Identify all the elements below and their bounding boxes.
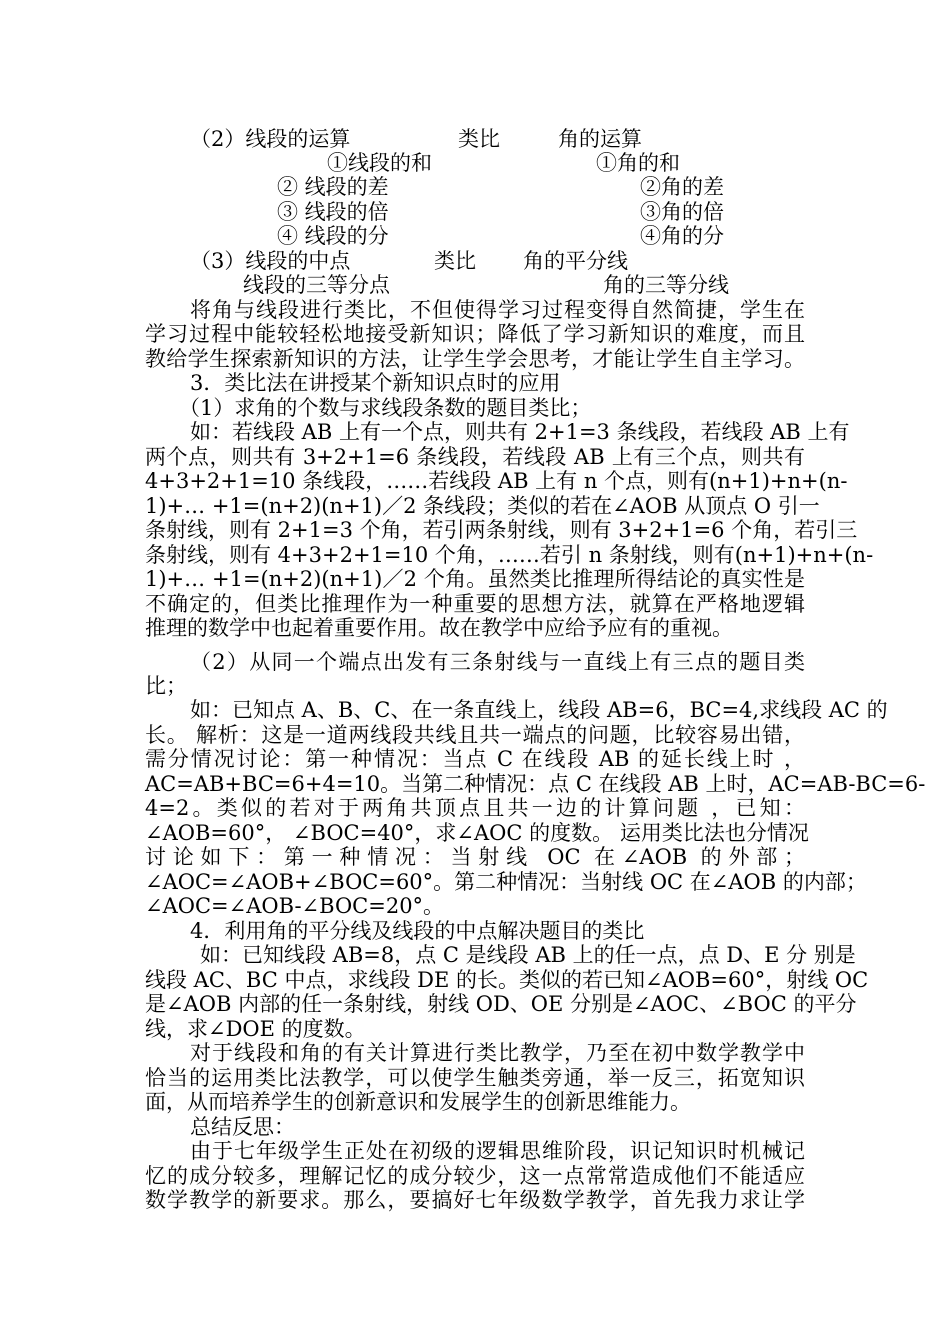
body-line: AC=AB+BC=6+4=10。当第二种情况：点 C 在线段 AB 上时，AC=AB-BC=6- <box>145 772 926 796</box>
body-line: 需分情况讨论：第一种情况：当点 C 在线段 AB 的延长线上时 ， <box>145 747 805 771</box>
body-line: 由于七年级学生正处在初级的逻辑思维阶段，识记知识时机械记 <box>190 1139 805 1163</box>
body-line: 对于线段和角的有关计算进行类比教学，乃至在初中数学教学中 <box>190 1041 805 1065</box>
summary-heading: 总结反思： <box>190 1115 295 1139</box>
body-line: 不确定的，但类比推理作为一种重要的思想方法，就算在严格地逻辑 <box>145 592 805 616</box>
body-line: 两个点，则共有 3+2+1=6 条线段，若线段 AB 上有三个点，则共有 <box>145 445 805 469</box>
section2-left-item: ③ 线段的倍 <box>277 200 389 224</box>
section2-right-item: ③角的倍 <box>640 200 724 224</box>
body-line: 忆的成分较多，理解记忆的成分较少，这一点常常造成他们不能适应 <box>145 1164 805 1188</box>
body-line: 1)+… +1=(n+2)(n+1)／2 个角。虽然类比推理所得结论的真实性是 <box>145 567 805 591</box>
section2-right-item: ④角的分 <box>640 224 724 248</box>
section3-heading-mid: 类比 <box>434 249 476 273</box>
subheading-1: （1）求角的个数与求线段条数的题目类比； <box>179 396 592 420</box>
body-line: 4+3+2+1=10 条线段，……若线段 AB 上有 n 个点，则有(n+1)+n+(n- <box>145 469 848 493</box>
body-line: 线，求∠DOE 的度数。 <box>145 1017 366 1041</box>
section2-left-item: ①线段的和 <box>327 151 432 175</box>
section2-right-item: ②角的差 <box>640 175 724 199</box>
body-line: 线段 AC、BC 中点，求线段 DE 的长。类似的若已知∠AOB=60°，射线 OC <box>145 968 869 992</box>
section2-left-item: ④ 线段的分 <box>277 224 389 248</box>
section2-right-item: ①角的和 <box>596 151 680 175</box>
body-line: ∠AOB=60°， ∠BOC=40°，求∠AOC 的度数。 运用类比法也分情况 <box>145 821 809 845</box>
section2-heading-left: （2）线段的运算 <box>190 127 351 151</box>
section2-heading-mid: 类比 <box>458 127 500 151</box>
body-line: ∠AOC=∠AOB-∠BOC=20°。 <box>145 894 445 918</box>
body-line: 恰当的运用类比法教学，可以使学生触类旁通，举一反三，拓宽知识 <box>145 1066 805 1090</box>
section3-sub-left: 线段的三等分点 <box>243 273 390 297</box>
body-line: 是∠AOB 内部的任一条射线，射线 OD、OE 分别是∠AOC、∠BOC 的平分 <box>145 992 857 1016</box>
heading-4-bisector-midpoint: 4．利用角的平分线及线段的中点解决题目的类比 <box>190 919 645 943</box>
body-line: 将角与线段进行类比，不但使得学习过程变得自然简捷，学生在 <box>190 298 805 322</box>
body-line: 讨论如下：第一种情况：当射线 OC 在∠AOB 的外部； <box>145 845 805 869</box>
body-line: 长。 解析：这是一道两线段共线且共一端点的问题，比较容易出错， <box>145 723 805 747</box>
body-line: 4=2。类似的若对于两角共顶点且共一边的计算问题 ，已知： <box>145 796 805 820</box>
body-line: 条射线，则有 2+1=3 个角，若引两条射线，则有 3+2+1=6 个角，若引三 <box>145 518 858 542</box>
body-line: 如：若线段 AB 上有一个点，则共有 2+1=3 条线段，若线段 AB 上有 <box>190 420 850 444</box>
section2-heading-right: 角的运算 <box>558 127 642 151</box>
body-line: ∠AOC=∠AOB+∠BOC=60°。第二种情况：当射线 OC 在∠AOB 的内部； <box>145 870 867 894</box>
body-line: 如：已知线段 AB=8，点 C 是线段 AB 上的任一点，点 D、E 分 别是 <box>200 943 856 967</box>
body-line: 条射线，则有 4+3+2+1=10 个角，……若引 n 条射线，则有(n+1)+n+(n- <box>145 543 874 567</box>
subheading-2-cont: 比； <box>145 674 187 698</box>
body-line: 面，从而培养学生的创新意识和发展学生的创新思维能力。 <box>145 1090 691 1114</box>
body-line: 1)+… +1=(n+2)(n+1)／2 条线段；类似的若在∠AOB 从顶点 O 引一 <box>145 494 820 518</box>
body-line: 学习过程中能较轻松地接受新知识；降低了学习新知识的难度，而且 <box>145 322 805 346</box>
section2-left-item: ② 线段的差 <box>277 175 389 199</box>
heading-3-analogy-application: 3．类比法在讲授某个新知识点时的应用 <box>190 371 561 395</box>
section3-sub-right: 角的三等分线 <box>603 273 729 297</box>
body-line: 推理的数学中也起着重要作用。故在教学中应给予应有的重视。 <box>145 616 733 640</box>
body-line: 如：已知点 A、B、C、在一条直线上，线段 AB=6，BC=4,求线段 AC 的 <box>190 698 888 722</box>
subheading-2: （2）从同一个端点出发有三条射线与一直线上有三点的题目类 <box>190 650 805 674</box>
body-line: 教给学生探索新知识的方法，让学生学会思考，才能让学生自主学习。 <box>145 347 805 371</box>
section3-heading-right: 角的平分线 <box>523 249 628 273</box>
section3-heading-left: （3）线段的中点 <box>190 249 351 273</box>
body-line: 数学教学的新要求。那么，要搞好七年级数学教学，首先我力求让学 <box>145 1188 805 1212</box>
